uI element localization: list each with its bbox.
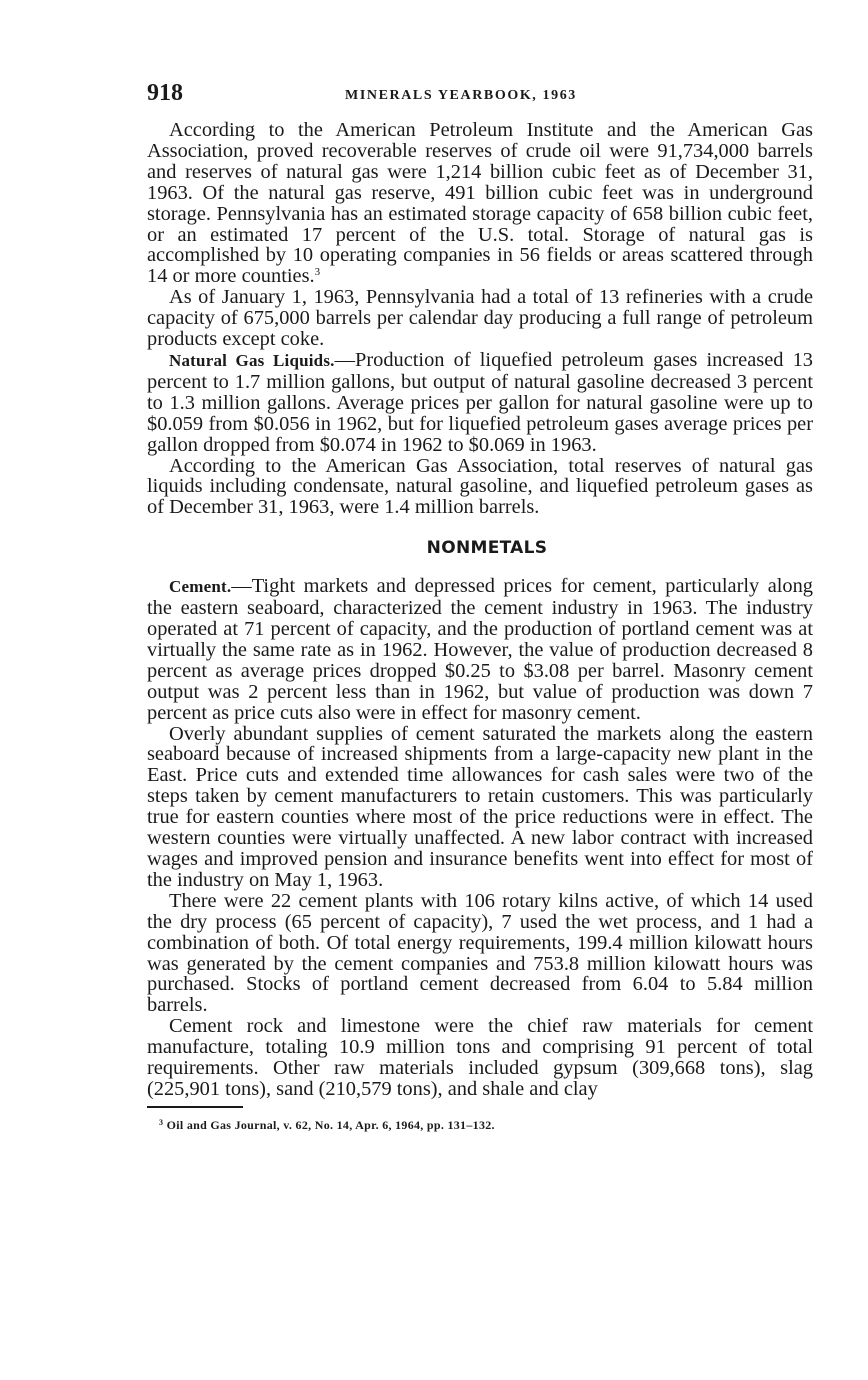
paragraph-cement: [147, 576, 813, 723]
footnote-text: Oil and Gas Journal, v. 62, No. 14, Apr. 6, 1964, pp. 131–132.: [166, 1117, 495, 1132]
page-header: [147, 80, 813, 120]
footnote-marker: 3: [159, 1117, 164, 1127]
section-heading: NONMETALS: [426, 538, 548, 559]
paragraph-plants: There were 22 cement plants with 106 rotary kilns active, of which 14 used the dry process (65 percent of capacity), 7 used the wet process, and 1 had a combination of both. Of total energy requirements, 199.4 million kilowatt hours was generated by the cement companies and 753.8 million kilowatt hours was purchased. Stocks of portland cement decreased from 6.04 to 5.84 million barrels.: [147, 889, 813, 1017]
document-page: [147, 80, 813, 1133]
paragraph-supplies: Overly abundant supplies of cement saturated the markets along the eastern seaboard because of increased shipments from a large-capacity new plant in the East. Price cuts and extended time allowances for cash sales were two of the steps taken by cement manufacturers to retain customers. This was particularly true for eastern counties where most of the price reductions were in effect. The western counties were virtually unaffected. A new labor contract with increased wages and improved pension and insurance benefits went into effect for most of the industry on May 1, 1963.: [147, 722, 813, 891]
paragraph-reserves: [147, 120, 813, 287]
footnote: [159, 1118, 813, 1133]
run-in-heading: Cement.: [169, 577, 232, 597]
paragraph-text: —Production of liquefied petroleum gases increased 13 percent to 1.7 million gallons, but output of natural gasoline decreased 3 percent to 1.3 million gallons. Average prices per gallon for natural gasoline were up to $0.059 from $0.056 in 1962, but for liquefied petroleum gases average prices per gallon dropped from $0.074 in 1962 to $0.069 in 1963.: [147, 348, 813, 456]
running-title: MINERALS YEARBOOK, 1963: [345, 88, 577, 103]
paragraph-text: —Tight markets and depressed prices for cement, particularly along the eastern seaboard, characterized the cement industry in 1963. The industry operated at 71 percent of capacity, and the production of portland cement was at virtually the same rate as in 1962. However, the value of production decreased 8 percent as average prices dropped $0.25 to $3.08 per barrel. Masonry cement output was 2 percent less than in 1962, but value of production was down 7 percent as price cuts also were in effect for masonry cement.: [147, 575, 813, 724]
paragraph-raw-materials: Cement rock and limestone were the chief raw materials for cement manufacture, totaling 10.9 million tons and comprising 91 percent of total requirements. Other raw materials included gypsum (309,668 tons), slag (225,901 tons), sand (210,579 tons), and shale and clay: [147, 1015, 813, 1100]
footnote-reference: 3: [314, 266, 321, 279]
paragraph-gas-liquids-reserves: According to the American Gas Association, total reserves of natural gas liquids including condensate, natural gasoline, and liquefied petroleum gases as of December 31, 1963, were 1.4 million barrels.: [147, 454, 813, 519]
run-in-heading: Natural Gas Liquids.: [169, 350, 335, 370]
footnote-rule: [147, 1106, 243, 1108]
paragraph-text: According to the American Petroleum Institute and the American Gas Association, proved recoverable reserves of crude oil were 91,734,000 barrels and reserves of natural gas were 1,214 billion cubic feet as of December 31, 1963. Of the natural gas reserve, 491 billion cubic feet was in underground storage. Pennsylvania has an estimated storage capacity of 658 billion cubic feet, or an estimated 17 percent of the U.S. total. Storage of natural gas is accomplished by 10 operating companies in 56 fields or areas scattered through 14 or more counties.: [147, 119, 813, 288]
page-number: 918: [147, 80, 183, 106]
paragraph-refineries: As of January 1, 1963, Pennsylvania had a total of 13 refineries with a crude capacity of 675,000 barrels per calendar day producing a full range of petroleum products except coke.: [147, 286, 813, 351]
paragraph-natural-gas-liquids: [147, 350, 813, 456]
